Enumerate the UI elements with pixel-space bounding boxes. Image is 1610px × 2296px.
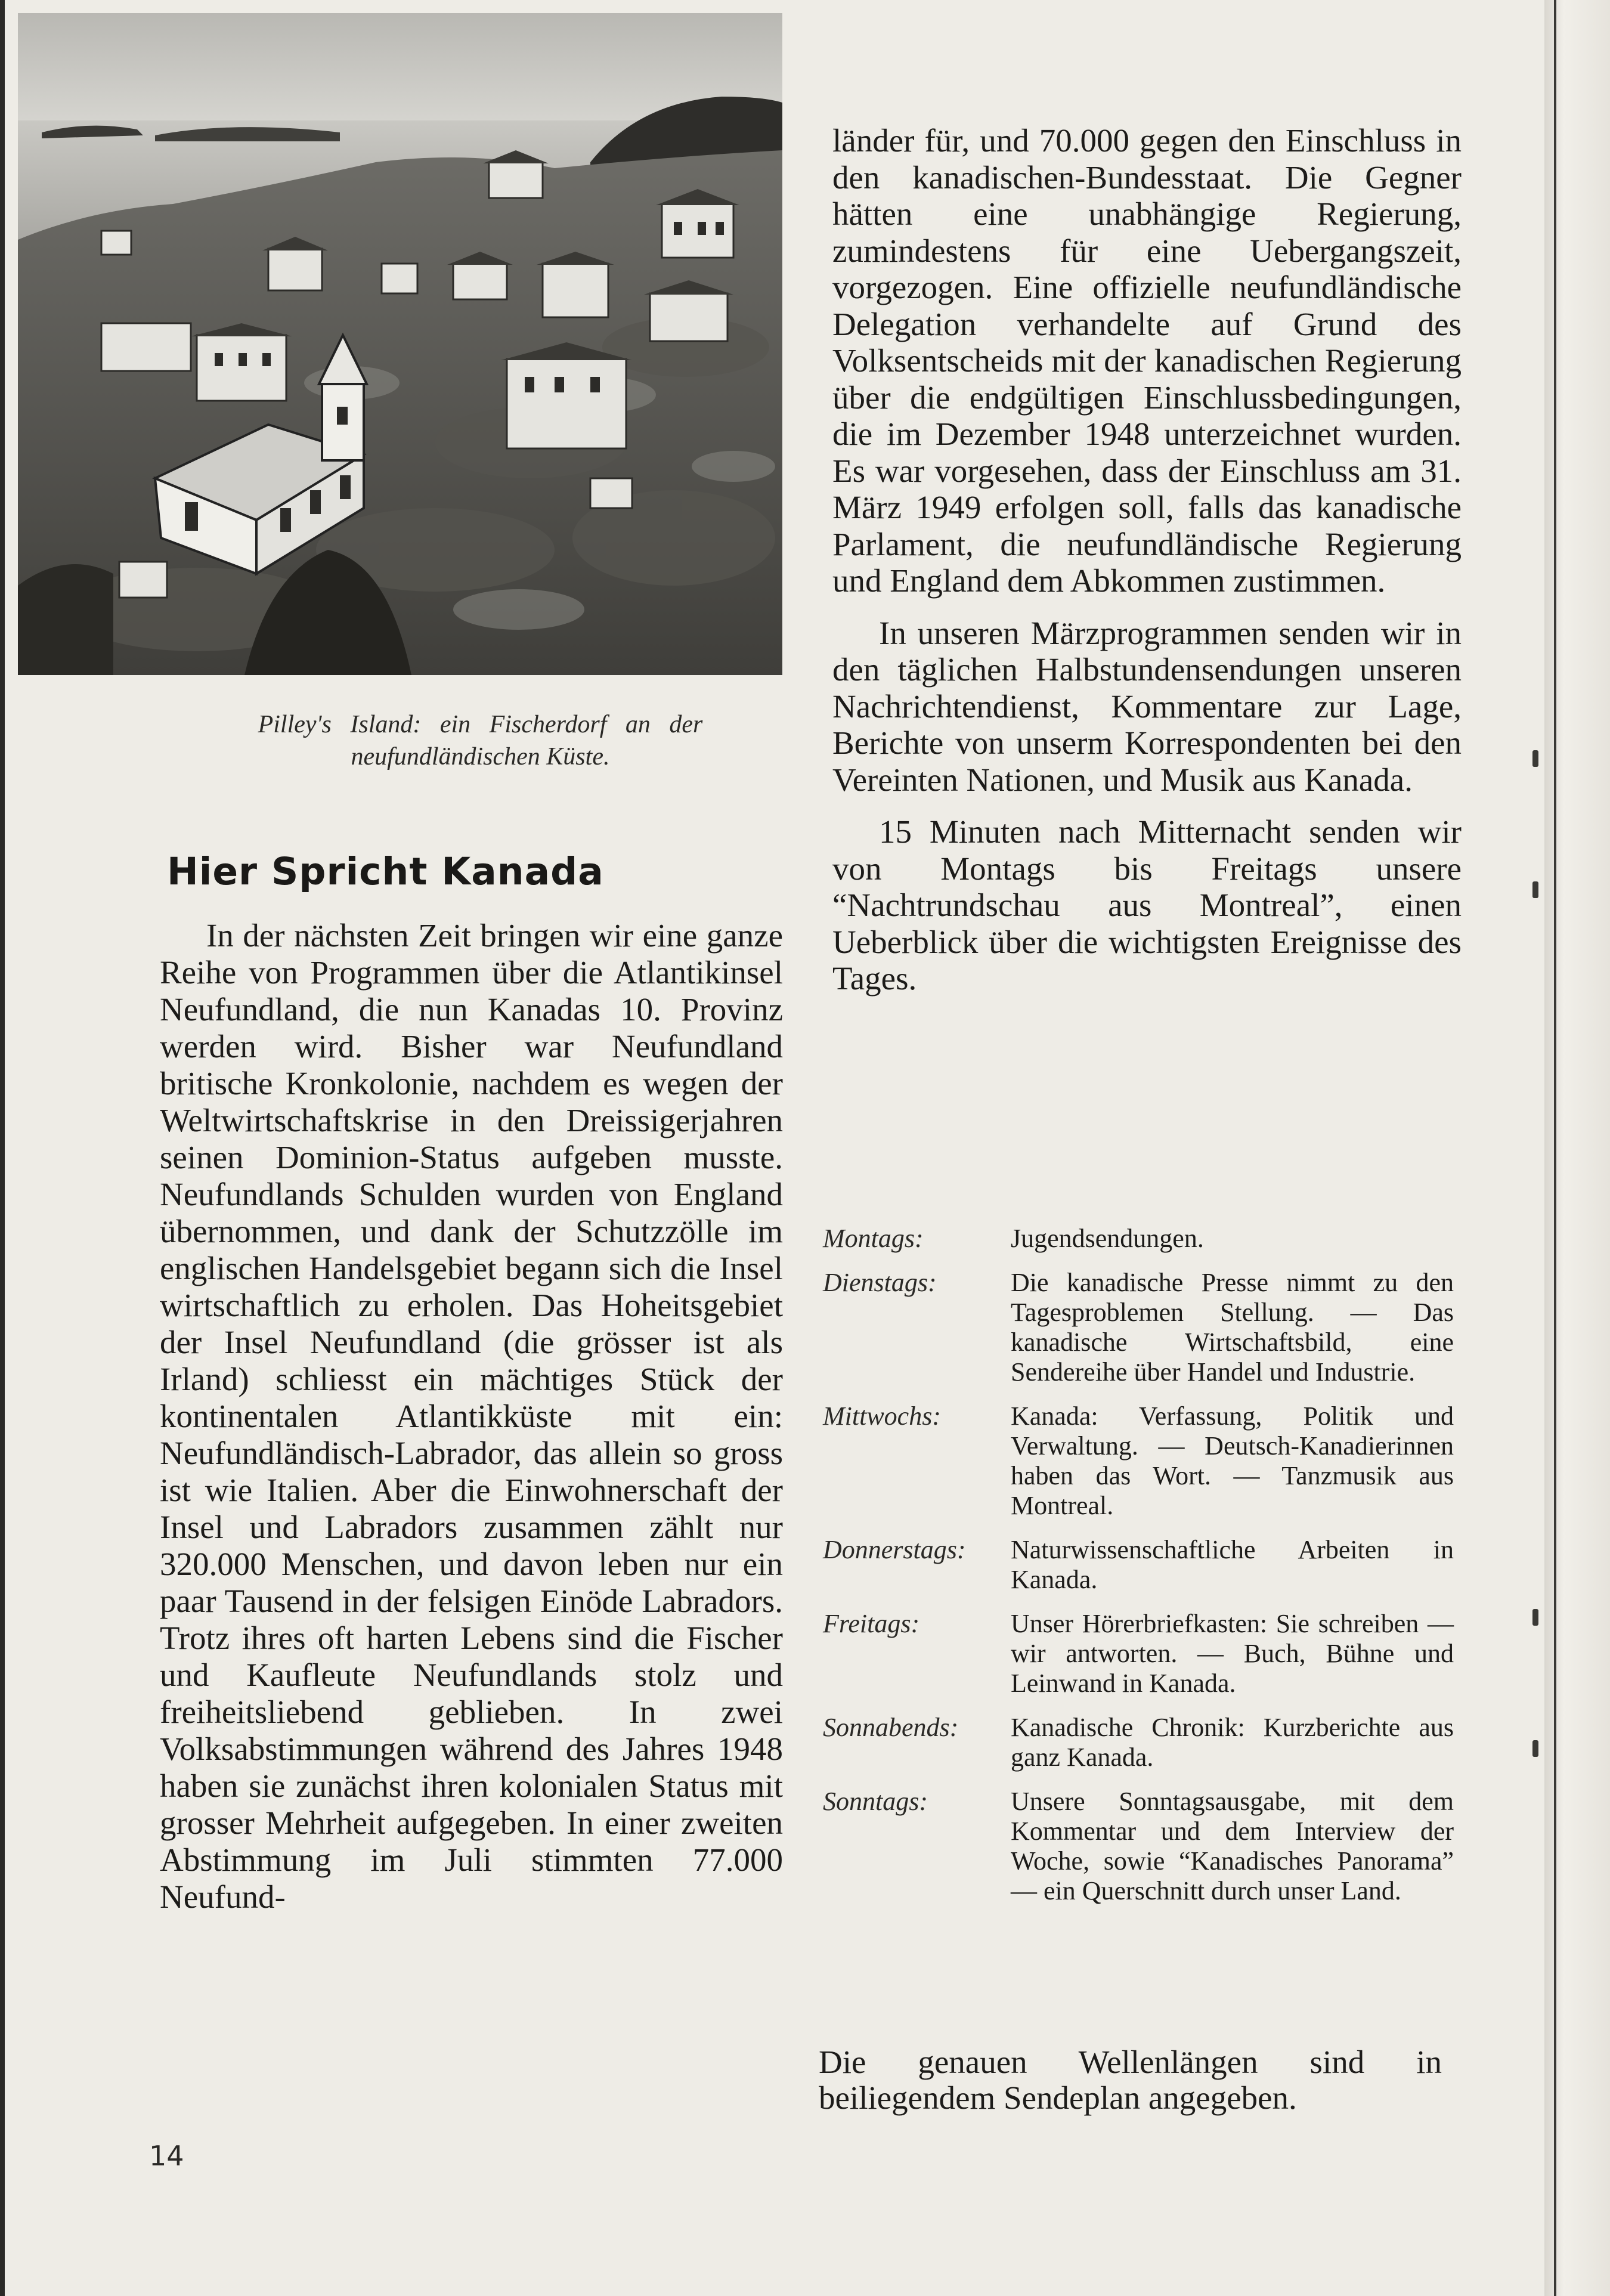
schedule-row bbox=[823, 1713, 1454, 1772]
schedule-row bbox=[823, 1401, 1454, 1521]
schedule-row bbox=[823, 1224, 1454, 1254]
schedule-day: Sonntags: bbox=[823, 1787, 928, 1816]
photo-fishing-village bbox=[18, 13, 782, 675]
schedule-text: Kanada: Verfassung, Politik und Verwaltung. — Deutsch-Kanadierinnen haben das Wort. — Tanzmusik aus Montreal. bbox=[1011, 1401, 1454, 1520]
schedule-day: Freitags: bbox=[823, 1609, 920, 1638]
document-page bbox=[5, 0, 1555, 2296]
schedule-day: Sonnabends: bbox=[823, 1713, 959, 1742]
left-column bbox=[160, 917, 783, 1916]
left-paragraph: In der nächsten Zeit bringen wir eine ganze Reihe von Programmen über die Atlantikinsel Neufundland, die nun Kanadas 10. Provinz werden wird. Bisher war Neufundland britische Kronkolonie, nachdem es wegen der Weltwirtschaftskrise in den Dreissigerjahren seinen Dominion-Status aufgeben musste. Neufundlands Schulden wurden von England übernommen, und dank der Schutzzölle im englischen Handelsgebiet begann sich die Insel wirtschaftlich zu erholen. Das Hoheitsgebiet der Insel Neufundland (die grösser ist als Irland) schliesst ein mächtiges Stück der kontinentalen Atlantikküste mit ein: Neufundländisch-Labrador, das allein so gross ist wie Italien. Aber die Einwohnerschaft der Insel und Labradors zusammen zählt nur 320.000 Menschen, und davon leben nur ein paar Tausend in der felsigen Einöde Labradors. Trotz ihres oft harten Lebens sind die Fischer und Kaufleute Neufundlands stolz und freiheitsliebend geblieben. In zwei Volksabstimmungen während des Jahres 1948 haben sie zunächst ihren kolonialen Status mit grosser Mehrheit aufgegeben. In einer zweiten Abstimmung im Juli stimmten 77.000 Neufund- bbox=[160, 917, 783, 1915]
schedule-row bbox=[823, 1268, 1454, 1387]
schedule-text: Jugendsendungen. bbox=[1011, 1224, 1204, 1253]
right-column bbox=[832, 122, 1462, 997]
schedule-day: Mittwochs: bbox=[823, 1401, 941, 1431]
schedule-text: Kanadische Chronik: Kurzberichte aus ganz Kanada. bbox=[1011, 1713, 1454, 1772]
right-paragraph-3: 15 Minuten nach Mitternacht senden wir von Montags bis Freitags unsere “Nachtrundschau aus Montreal”, einen Ueberblick über die wichtigsten Ereignisse des Tages. bbox=[832, 813, 1462, 997]
page-number: 14 bbox=[149, 2140, 184, 2172]
schedule-row bbox=[823, 1787, 1454, 1906]
closing-paragraph: Die genauen Wellenlängen sind in beiliegendem Sendeplan angegeben. bbox=[819, 2044, 1442, 2116]
schedule-day: Donnerstags: bbox=[823, 1535, 966, 1564]
caption-line-2: neufundländischen Küste. bbox=[351, 743, 610, 771]
binding-line bbox=[1554, 0, 1556, 2296]
schedule-day: Dienstags: bbox=[823, 1268, 937, 1297]
binding-stitch-mark bbox=[1532, 1740, 1538, 1757]
schedule-row bbox=[823, 1535, 1454, 1595]
right-paragraph-1: länder für, und 70.000 gegen den Einschluss in den kanadischen-Bundesstaat. Die Gegner hätten eine unabhängige Regierung, zumindestens für eine Uebergangszeit, vorgezogen. Eine offizielle neufundländische Delegation verhandelte auf Grund des Volksentscheids mit der kanadischen Regierung über die endgültigen Einschlussbedingungen, die im Dezember 1948 unterzeichnet wurden. Es war vorgesehen, dass der Einschluss am 31. März 1949 erfolgen soll, falls das kanadische Parlament, die neufundländische Regierung und England dem Abkommen zustimmen. bbox=[832, 122, 1462, 599]
photo-caption bbox=[172, 708, 789, 773]
schedule-text: Unsere Sonntagsausgabe, mit dem Kommentar und dem Interview der Woche, sowie “Kanadisches Panorama” — ein Querschnitt durch unser Land. bbox=[1011, 1787, 1454, 1905]
schedule-text: Unser Hörerbriefkasten: Sie schreiben — wir antworten. — Buch, Bühne und Leinwand in Kanada. bbox=[1011, 1609, 1454, 1698]
schedule-text: Naturwissenschaftliche Arbeiten in Kanada. bbox=[1011, 1535, 1454, 1594]
fishing-village-photo-icon bbox=[18, 13, 782, 675]
caption-line-1: Pilley's Island: ein Fischerdorf an der bbox=[258, 711, 703, 738]
schedule-day: Montags: bbox=[823, 1224, 924, 1253]
article-heading: Hier Spricht Kanada bbox=[167, 850, 604, 893]
binding-stitch-mark bbox=[1532, 1609, 1538, 1626]
binding-stitch-mark bbox=[1532, 881, 1538, 898]
broadcast-schedule bbox=[823, 1224, 1454, 1920]
binding-stitch-mark bbox=[1532, 750, 1538, 767]
schedule-text: Die kanadische Presse nimmt zu den Tagesproblemen Stellung. — Das kanadische Wirtschaftsbild, eine Sendereihe über Handel und Industrie. bbox=[1011, 1268, 1454, 1387]
right-paragraph-2: In unseren Märzprogrammen senden wir in den täglichen Halbstundensendungen unseren Nachrichtendienst, Kommentare zur Lage, Berichte von unserm Korrespondenten bei den Vereinten Nationen, und Musik aus Kanada. bbox=[832, 614, 1462, 798]
schedule-row bbox=[823, 1609, 1454, 1698]
